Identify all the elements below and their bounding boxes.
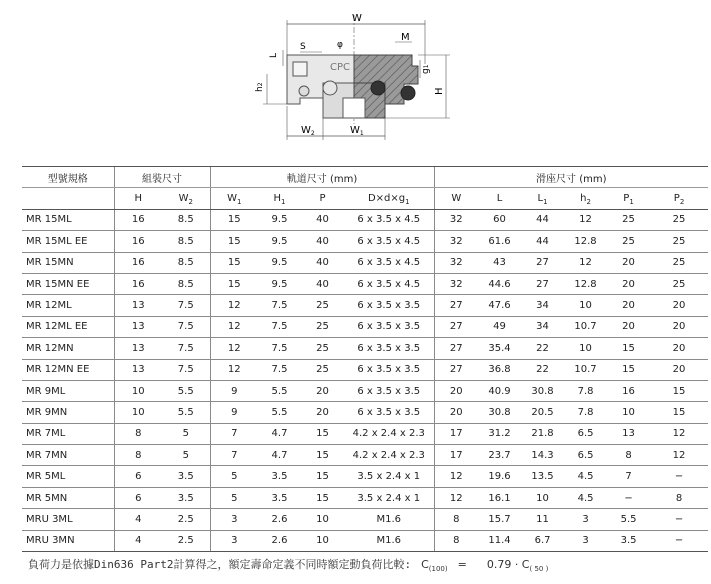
value-cell: 10 [564, 295, 607, 316]
value-cell: 14.3 [521, 445, 564, 466]
column-header: $W_1$ [210, 188, 258, 209]
value-cell: 61.6 [478, 231, 521, 252]
value-cell: 5.5 [607, 509, 650, 530]
value-cell: 16 [114, 209, 162, 230]
model-cell: MR 7MN [22, 445, 114, 466]
model-cell: MRU 3ML [22, 509, 114, 530]
value-cell: 20 [650, 295, 708, 316]
value-cell: 17 [434, 445, 478, 466]
value-cell: 12 [650, 423, 708, 444]
value-cell: M1.6 [344, 509, 434, 530]
column-header: $H_1$ [258, 188, 301, 209]
value-cell: 22 [521, 338, 564, 359]
value-cell: 12 [210, 316, 258, 337]
value-cell: 3.5 [258, 466, 301, 487]
value-cell: 6 x 3.5 x 3.5 [344, 338, 434, 359]
value-cell: 12 [564, 252, 607, 273]
table-row [22, 209, 708, 230]
value-cell: 4.5 [564, 466, 607, 487]
table-row [22, 445, 708, 466]
value-cell: 5.5 [258, 380, 301, 401]
value-cell: 7.5 [258, 316, 301, 337]
header-rail: 軌道尺寸 (mm) [210, 167, 434, 188]
value-cell: 3.5 x 2.4 x 1 [344, 466, 434, 487]
value-cell: 16 [114, 231, 162, 252]
brand-mark: CPC [330, 62, 350, 73]
value-cell: 12 [564, 209, 607, 230]
value-cell: 7.8 [564, 402, 607, 423]
value-cell: 22 [521, 359, 564, 380]
header-assembly: 組裝尺寸 [114, 167, 210, 188]
value-cell: 31.2 [478, 423, 521, 444]
model-cell: MR 15MN EE [22, 273, 114, 294]
footnote-equals: = [457, 558, 467, 571]
value-cell: 15 [301, 445, 344, 466]
value-cell: 7.5 [162, 338, 210, 359]
table-row [22, 530, 708, 551]
value-cell: 20 [301, 380, 344, 401]
value-cell: 6 x 3.5 x 3.5 [344, 295, 434, 316]
value-cell: 12 [434, 487, 478, 508]
spec-table [22, 166, 708, 552]
table-row [22, 487, 708, 508]
value-cell: 12 [210, 359, 258, 380]
value-cell: 25 [650, 209, 708, 230]
value-cell: 27 [434, 338, 478, 359]
column-header: $L_1$ [521, 188, 564, 209]
value-cell: 19.6 [478, 466, 521, 487]
value-cell: 4.7 [258, 445, 301, 466]
value-cell: 16.1 [478, 487, 521, 508]
value-cell: 8 [607, 445, 650, 466]
value-cell: 32 [434, 252, 478, 273]
header-model: 型號規格 [22, 167, 114, 188]
model-cell: MR 12ML [22, 295, 114, 316]
value-cell: 40 [301, 231, 344, 252]
value-cell: 10 [114, 380, 162, 401]
value-cell: 6 [114, 466, 162, 487]
value-cell: 5.5 [162, 402, 210, 423]
value-cell: 13 [114, 316, 162, 337]
value-cell: 13 [607, 423, 650, 444]
value-cell: 8 [114, 423, 162, 444]
value-cell: 8 [434, 530, 478, 551]
model-cell: MR 15MN [22, 252, 114, 273]
table-row [22, 273, 708, 294]
value-cell: 25 [607, 209, 650, 230]
footnote-c100: $C_{(100)}$ [421, 558, 448, 574]
value-cell: 7 [210, 423, 258, 444]
value-cell: 9 [210, 402, 258, 423]
table-row [22, 466, 708, 487]
value-cell: 9 [210, 380, 258, 401]
value-cell: − [650, 530, 708, 551]
value-cell: 7 [210, 445, 258, 466]
value-cell: 25 [607, 231, 650, 252]
value-cell: 44 [521, 209, 564, 230]
value-cell: 10 [607, 402, 650, 423]
model-cell: MR 9ML [22, 380, 114, 401]
model-cell: MR 15ML [22, 209, 114, 230]
value-cell: 7.5 [162, 359, 210, 380]
value-cell: 20 [434, 380, 478, 401]
table-row [22, 295, 708, 316]
value-cell: 6 x 3.5 x 3.5 [344, 359, 434, 380]
value-cell: 16 [607, 380, 650, 401]
value-cell: 8.5 [162, 231, 210, 252]
table-sub-header [22, 188, 708, 209]
value-cell: 2.6 [258, 530, 301, 551]
value-cell: 20 [607, 273, 650, 294]
value-cell: 5 [210, 487, 258, 508]
value-cell: 20 [650, 338, 708, 359]
value-cell: − [650, 509, 708, 530]
value-cell: 12.8 [564, 273, 607, 294]
table-row [22, 338, 708, 359]
value-cell: 15 [210, 231, 258, 252]
value-cell: 3.5 x 2.4 x 1 [344, 487, 434, 508]
footnote-c50: $0.79 \cdot C_{( 50 )}$ [486, 558, 549, 574]
value-cell: 7.5 [258, 295, 301, 316]
value-cell: 15 [301, 423, 344, 444]
value-cell: 3.5 [162, 487, 210, 508]
value-cell: 15 [607, 338, 650, 359]
value-cell: 10 [301, 530, 344, 551]
dim-h2-label: h2 [255, 82, 265, 92]
value-cell: 9.5 [258, 252, 301, 273]
value-cell: 47.6 [478, 295, 521, 316]
value-cell: 5.5 [162, 380, 210, 401]
value-cell: 6.5 [564, 423, 607, 444]
value-cell: 12 [210, 338, 258, 359]
table-row [22, 380, 708, 401]
value-cell: − [607, 487, 650, 508]
dim-W-label: W [352, 13, 362, 24]
table-row [22, 252, 708, 273]
value-cell: 36.8 [478, 359, 521, 380]
value-cell: 9.5 [258, 231, 301, 252]
value-cell: 11.4 [478, 530, 521, 551]
value-cell: 6 x 3.5 x 4.5 [344, 209, 434, 230]
table-row [22, 231, 708, 252]
value-cell: 10.7 [564, 316, 607, 337]
value-cell: 3.5 [162, 466, 210, 487]
value-cell: 30.8 [478, 402, 521, 423]
value-cell: 35.4 [478, 338, 521, 359]
value-cell: 13 [114, 295, 162, 316]
value-cell: 8.5 [162, 252, 210, 273]
model-cell: MR 15ML EE [22, 231, 114, 252]
value-cell: 13 [114, 359, 162, 380]
value-cell: 8 [114, 445, 162, 466]
value-cell: 5 [162, 445, 210, 466]
dim-g1-label: g1 [421, 64, 431, 74]
value-cell: 25 [301, 338, 344, 359]
value-cell: 6 x 3.5 x 3.5 [344, 380, 434, 401]
value-cell: 20 [607, 252, 650, 273]
value-cell: 27 [434, 316, 478, 337]
dim-phi-label: φ [337, 40, 343, 50]
value-cell: 12 [650, 445, 708, 466]
value-cell: 21.8 [521, 423, 564, 444]
value-cell: 4.5 [564, 487, 607, 508]
value-cell: 7.5 [162, 295, 210, 316]
value-cell: 40.9 [478, 380, 521, 401]
value-cell: 40 [301, 273, 344, 294]
value-cell: 7.5 [162, 316, 210, 337]
value-cell: 11 [521, 509, 564, 530]
value-cell: 7.8 [564, 380, 607, 401]
value-cell: 25 [650, 231, 708, 252]
value-cell: 20 [650, 359, 708, 380]
header-block: 滑座尺寸 (mm) [434, 167, 708, 188]
table-row [22, 509, 708, 530]
value-cell: 3.5 [258, 487, 301, 508]
value-cell: 10 [564, 338, 607, 359]
value-cell: 5.5 [258, 402, 301, 423]
value-cell: 6 x 3.5 x 3.5 [344, 316, 434, 337]
table-row [22, 402, 708, 423]
value-cell: − [650, 466, 708, 487]
value-cell: 4 [114, 530, 162, 551]
model-cell: MRU 3MN [22, 530, 114, 551]
value-cell: 17 [434, 423, 478, 444]
value-cell: 34 [521, 316, 564, 337]
column-header: $W_2$ [162, 188, 210, 209]
value-cell: 7 [607, 466, 650, 487]
value-cell: 15 [301, 487, 344, 508]
value-cell: 15 [210, 252, 258, 273]
value-cell: 6 x 3.5 x 3.5 [344, 402, 434, 423]
value-cell: 3 [564, 509, 607, 530]
value-cell: 30.8 [521, 380, 564, 401]
footnote-text: 負荷力是依據Din636 Part2計算得之，額定壽命定義不同時額定動負荷比較: [28, 558, 412, 571]
value-cell: 13.5 [521, 466, 564, 487]
spec-table-body [22, 209, 708, 551]
value-cell: 4.2 x 2.4 x 2.3 [344, 423, 434, 444]
table-row [22, 359, 708, 380]
column-header: P [301, 188, 344, 209]
value-cell: 15 [301, 466, 344, 487]
value-cell: 3 [564, 530, 607, 551]
column-header: $P_1$ [607, 188, 650, 209]
value-cell: 60 [478, 209, 521, 230]
table-group-header [22, 167, 708, 188]
value-cell: 40 [301, 209, 344, 230]
value-cell: 20 [434, 402, 478, 423]
value-cell: 15 [650, 380, 708, 401]
value-cell: 44 [521, 231, 564, 252]
value-cell: 4 [114, 509, 162, 530]
value-cell: 6 x 3.5 x 4.5 [344, 273, 434, 294]
value-cell: 15.7 [478, 509, 521, 530]
dim-H-label: H [434, 87, 445, 95]
value-cell: 5 [162, 423, 210, 444]
table-row [22, 316, 708, 337]
dim-M-label: M [401, 32, 410, 43]
value-cell: 32 [434, 231, 478, 252]
model-cell: MR 12ML EE [22, 316, 114, 337]
rail-cross-section-drawing [0, 0, 711, 165]
value-cell: 44.6 [478, 273, 521, 294]
value-cell: 16 [114, 273, 162, 294]
value-cell: 2.5 [162, 530, 210, 551]
value-cell: 8 [434, 509, 478, 530]
model-cell: MR 9MN [22, 402, 114, 423]
value-cell: 27 [434, 359, 478, 380]
value-cell: 40 [301, 252, 344, 273]
value-cell: 6 x 3.5 x 4.5 [344, 252, 434, 273]
model-cell: MR 5ML [22, 466, 114, 487]
value-cell: 32 [434, 273, 478, 294]
value-cell: 10.7 [564, 359, 607, 380]
dim-L-label: L [269, 52, 279, 58]
value-cell: 6 x 3.5 x 4.5 [344, 231, 434, 252]
value-cell: 27 [434, 295, 478, 316]
value-cell: 12.8 [564, 231, 607, 252]
value-cell: 20 [650, 316, 708, 337]
table-row [22, 423, 708, 444]
value-cell: 27 [521, 273, 564, 294]
value-cell: 2.5 [162, 509, 210, 530]
value-cell: 7.5 [258, 338, 301, 359]
dim-W2-label: $W_2$ [301, 125, 315, 137]
value-cell: 15 [607, 359, 650, 380]
value-cell: 25 [301, 359, 344, 380]
column-header: H [114, 188, 162, 209]
value-cell: 6.5 [564, 445, 607, 466]
model-cell: MR 12MN [22, 338, 114, 359]
value-cell: 49 [478, 316, 521, 337]
value-cell: 8.5 [162, 273, 210, 294]
value-cell: 4.7 [258, 423, 301, 444]
value-cell: 15 [210, 273, 258, 294]
value-cell: 6.7 [521, 530, 564, 551]
value-cell: 20 [607, 316, 650, 337]
column-header: $P_2$ [650, 188, 708, 209]
column-header: $D\times d\times g_1$ [344, 188, 434, 209]
value-cell: 27 [521, 252, 564, 273]
dim-W1-label: $W_1$ [350, 125, 364, 137]
value-cell: 12 [210, 295, 258, 316]
value-cell: 16 [114, 252, 162, 273]
value-cell: 9.5 [258, 209, 301, 230]
value-cell: 25 [650, 273, 708, 294]
value-cell: 2.6 [258, 509, 301, 530]
value-cell: 12 [434, 466, 478, 487]
value-cell: M1.6 [344, 530, 434, 551]
model-cell: MR 12MN EE [22, 359, 114, 380]
load-rating-footnote [28, 556, 708, 572]
value-cell: 9.5 [258, 273, 301, 294]
value-cell: 20 [301, 402, 344, 423]
value-cell: 25 [301, 316, 344, 337]
value-cell: 25 [650, 252, 708, 273]
value-cell: 8.5 [162, 209, 210, 230]
value-cell: 8 [650, 487, 708, 508]
value-cell: 10 [521, 487, 564, 508]
column-header: L [478, 188, 521, 209]
value-cell: 20 [607, 295, 650, 316]
value-cell: 15 [210, 209, 258, 230]
value-cell: 3.5 [607, 530, 650, 551]
value-cell: 10 [301, 509, 344, 530]
value-cell: 3 [210, 509, 258, 530]
value-cell: 6 [114, 487, 162, 508]
header-model-blank [22, 188, 114, 209]
value-cell: 4.2 x 2.4 x 2.3 [344, 445, 434, 466]
value-cell: 25 [301, 295, 344, 316]
value-cell: 10 [114, 402, 162, 423]
value-cell: 43 [478, 252, 521, 273]
model-cell: MR 7ML [22, 423, 114, 444]
column-header: W [434, 188, 478, 209]
value-cell: 20.5 [521, 402, 564, 423]
value-cell: 15 [650, 402, 708, 423]
value-cell: 34 [521, 295, 564, 316]
dim-S-label: S [300, 42, 306, 52]
value-cell: 13 [114, 338, 162, 359]
value-cell: 23.7 [478, 445, 521, 466]
model-cell: MR 5MN [22, 487, 114, 508]
value-cell: 5 [210, 466, 258, 487]
value-cell: 3 [210, 530, 258, 551]
value-cell: 32 [434, 209, 478, 230]
column-header: $h_2$ [564, 188, 607, 209]
value-cell: 7.5 [258, 359, 301, 380]
